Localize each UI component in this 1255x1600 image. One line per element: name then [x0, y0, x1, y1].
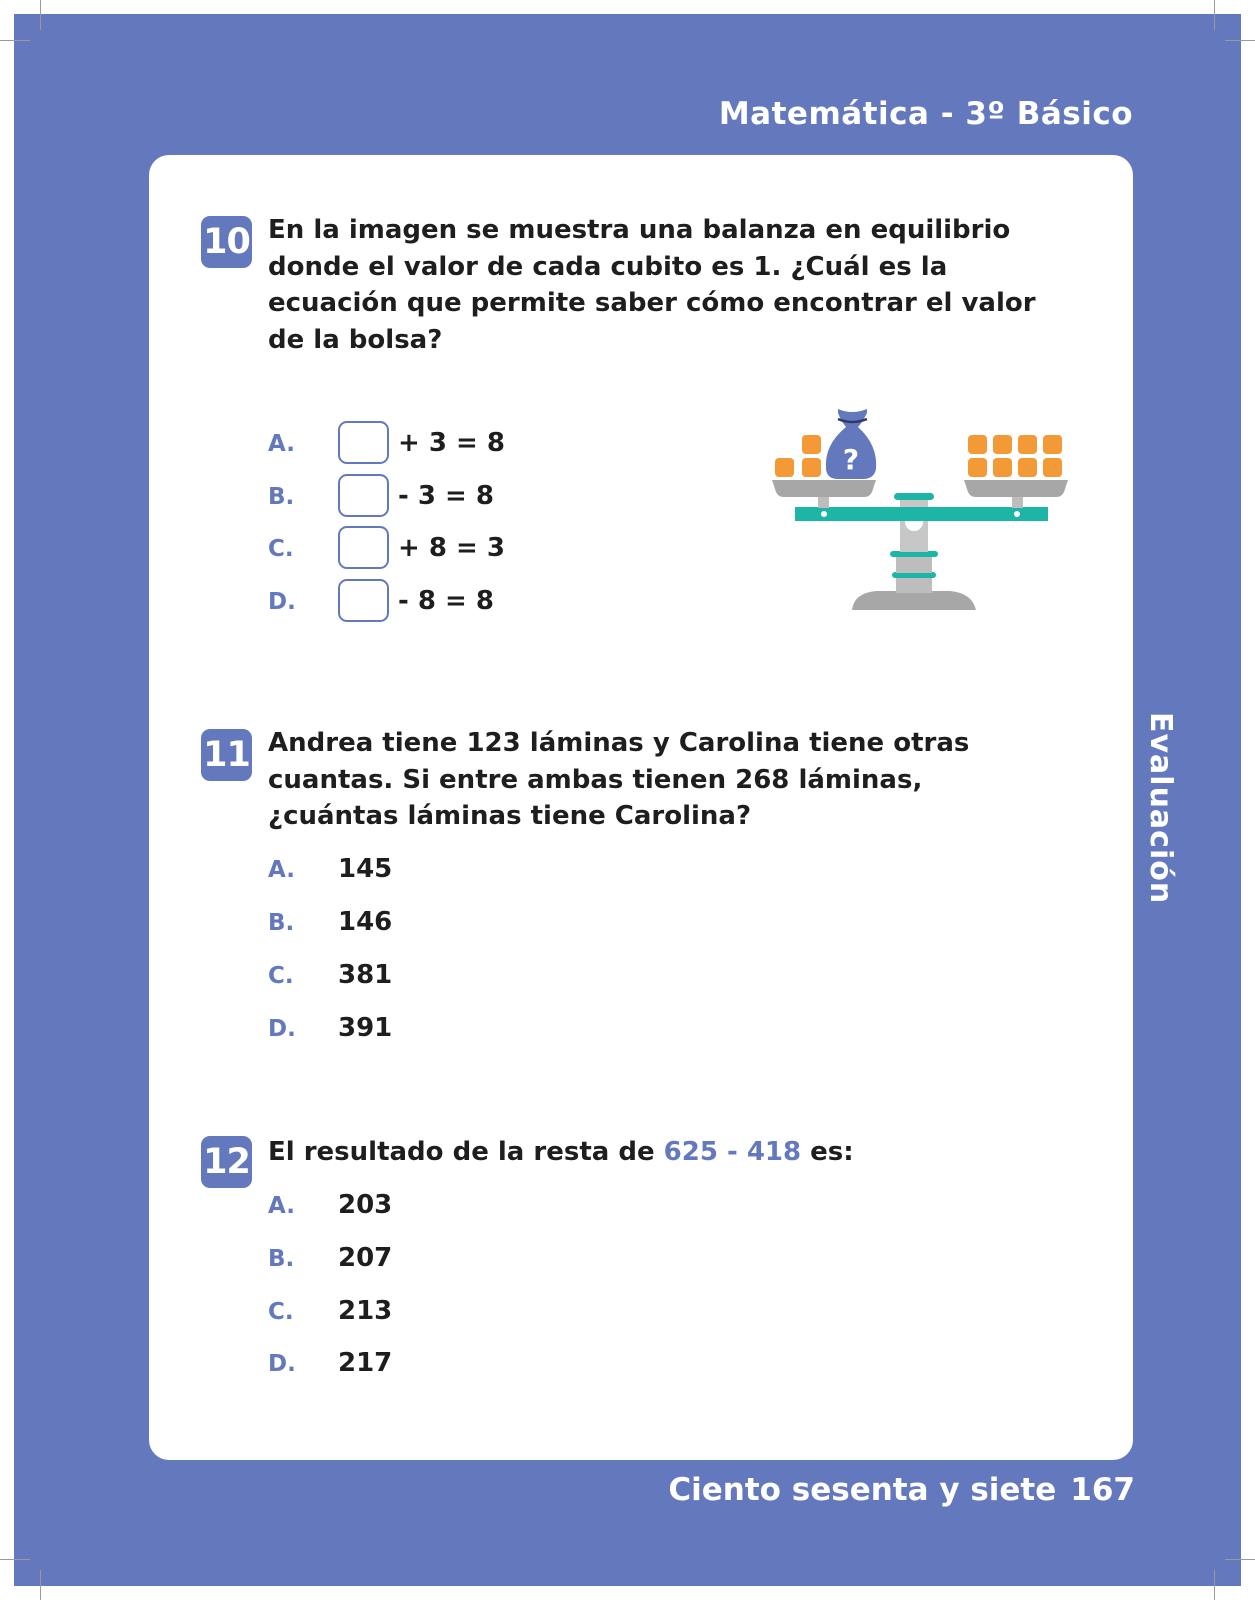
crop-mark — [40, 1570, 41, 1600]
scale-pillar-cap — [894, 493, 934, 500]
cube — [802, 435, 821, 454]
cube — [1018, 435, 1037, 454]
question-10-option-b-equation: - 3 = 8 — [398, 481, 494, 511]
question-10-text: En la imagen se muestra una balanza en equilibrio donde el valor de cada cubito es 1. ¿Cuál es la ecuación que permite saber cómo encontrar el valor de la bolsa? — [268, 215, 1036, 355]
left-pan — [772, 480, 876, 497]
beam-pivot-right — [1014, 511, 1020, 517]
page-footer — [668, 1472, 1135, 1508]
right-pan — [964, 480, 1068, 497]
question-11-option-c-value[interactable]: 381 — [338, 960, 393, 990]
beam-pivot-left — [821, 511, 827, 517]
question-12-subtraction-expression: 625 - 418 — [663, 1137, 802, 1167]
bag-unknown-label: ? — [842, 443, 860, 476]
crop-mark — [1214, 1570, 1215, 1600]
cube — [1018, 458, 1037, 477]
question-11-number-badge: 11 — [201, 729, 252, 781]
scale-base — [852, 591, 976, 610]
footer-page-words: Ciento sesenta y siete — [668, 1472, 1057, 1508]
cube — [993, 458, 1012, 477]
question-11-option-c-letter: C. — [268, 963, 294, 989]
question-10-option-a-equation: + 3 = 8 — [398, 428, 505, 458]
scale-stem-lower — [896, 577, 932, 593]
question-12-option-b-letter: B. — [268, 1246, 295, 1272]
crop-mark — [1214, 0, 1215, 30]
scale-stem-middle — [896, 555, 932, 573]
question-11-option-b-letter: B. — [268, 910, 295, 936]
question-10-option-a-letter: A. — [268, 431, 295, 457]
cube — [968, 435, 987, 454]
question-11-option-a-value[interactable]: 145 — [338, 854, 393, 884]
cube — [1043, 458, 1062, 477]
crop-mark — [40, 0, 41, 30]
question-10-option-c-equation: + 8 = 3 — [398, 533, 505, 563]
question-12-option-c-value[interactable]: 213 — [338, 1296, 393, 1326]
cube — [993, 435, 1012, 454]
balance-scale-illustration — [768, 405, 1076, 615]
question-11-option-d-value[interactable]: 391 — [338, 1013, 393, 1043]
question-12-number-badge: 12 — [201, 1136, 252, 1188]
scale-beam — [795, 507, 1048, 521]
question-12-text — [268, 1134, 1058, 1171]
question-12-text-end: es: — [810, 1137, 854, 1167]
page-header-title: Matemática - 3º Básico — [718, 96, 1133, 132]
cube — [968, 458, 987, 477]
footer-page-number: 167 — [1070, 1472, 1135, 1508]
question-10-number-badge: 10 — [201, 216, 252, 268]
section-side-label: Evaluación — [1143, 712, 1178, 905]
question-12-option-d-letter: D. — [268, 1351, 296, 1377]
crop-mark — [1225, 1559, 1255, 1560]
cube — [775, 458, 794, 477]
question-10-option-c-letter: C. — [268, 536, 294, 562]
cube — [1043, 435, 1062, 454]
question-12-option-b-value[interactable]: 207 — [338, 1243, 393, 1273]
crop-mark — [0, 1559, 30, 1560]
question-10-option-c-answer-box[interactable] — [338, 526, 389, 569]
question-12-option-d-value[interactable]: 217 — [338, 1348, 393, 1378]
question-11-option-d-letter: D. — [268, 1016, 296, 1042]
question-10-option-b-answer-box[interactable] — [338, 474, 389, 517]
question-10-option-d-letter: D. — [268, 589, 296, 615]
question-10-option-d-equation: - 8 = 8 — [398, 586, 494, 616]
crop-mark — [0, 40, 30, 41]
question-12-option-c-letter: C. — [268, 1299, 294, 1325]
crop-mark — [1225, 40, 1255, 41]
question-10-option-d-answer-box[interactable] — [338, 579, 389, 622]
question-12-text-start: El resultado de la resta de — [268, 1137, 655, 1167]
question-11-option-b-value[interactable]: 146 — [338, 907, 393, 937]
cube — [802, 458, 821, 477]
question-12-option-a-letter: A. — [268, 1193, 295, 1219]
question-10-option-b-letter: B. — [268, 484, 295, 510]
question-12-option-a-value[interactable]: 203 — [338, 1190, 393, 1220]
question-10-option-a-answer-box[interactable] — [338, 421, 389, 464]
question-11-text: Andrea tiene 123 láminas y Carolina tiene otras cuantas. Si entre ambas tienen 268 láminas, ¿cuántas láminas tiene Carolina? — [268, 728, 970, 831]
question-11-option-a-letter: A. — [268, 857, 295, 883]
